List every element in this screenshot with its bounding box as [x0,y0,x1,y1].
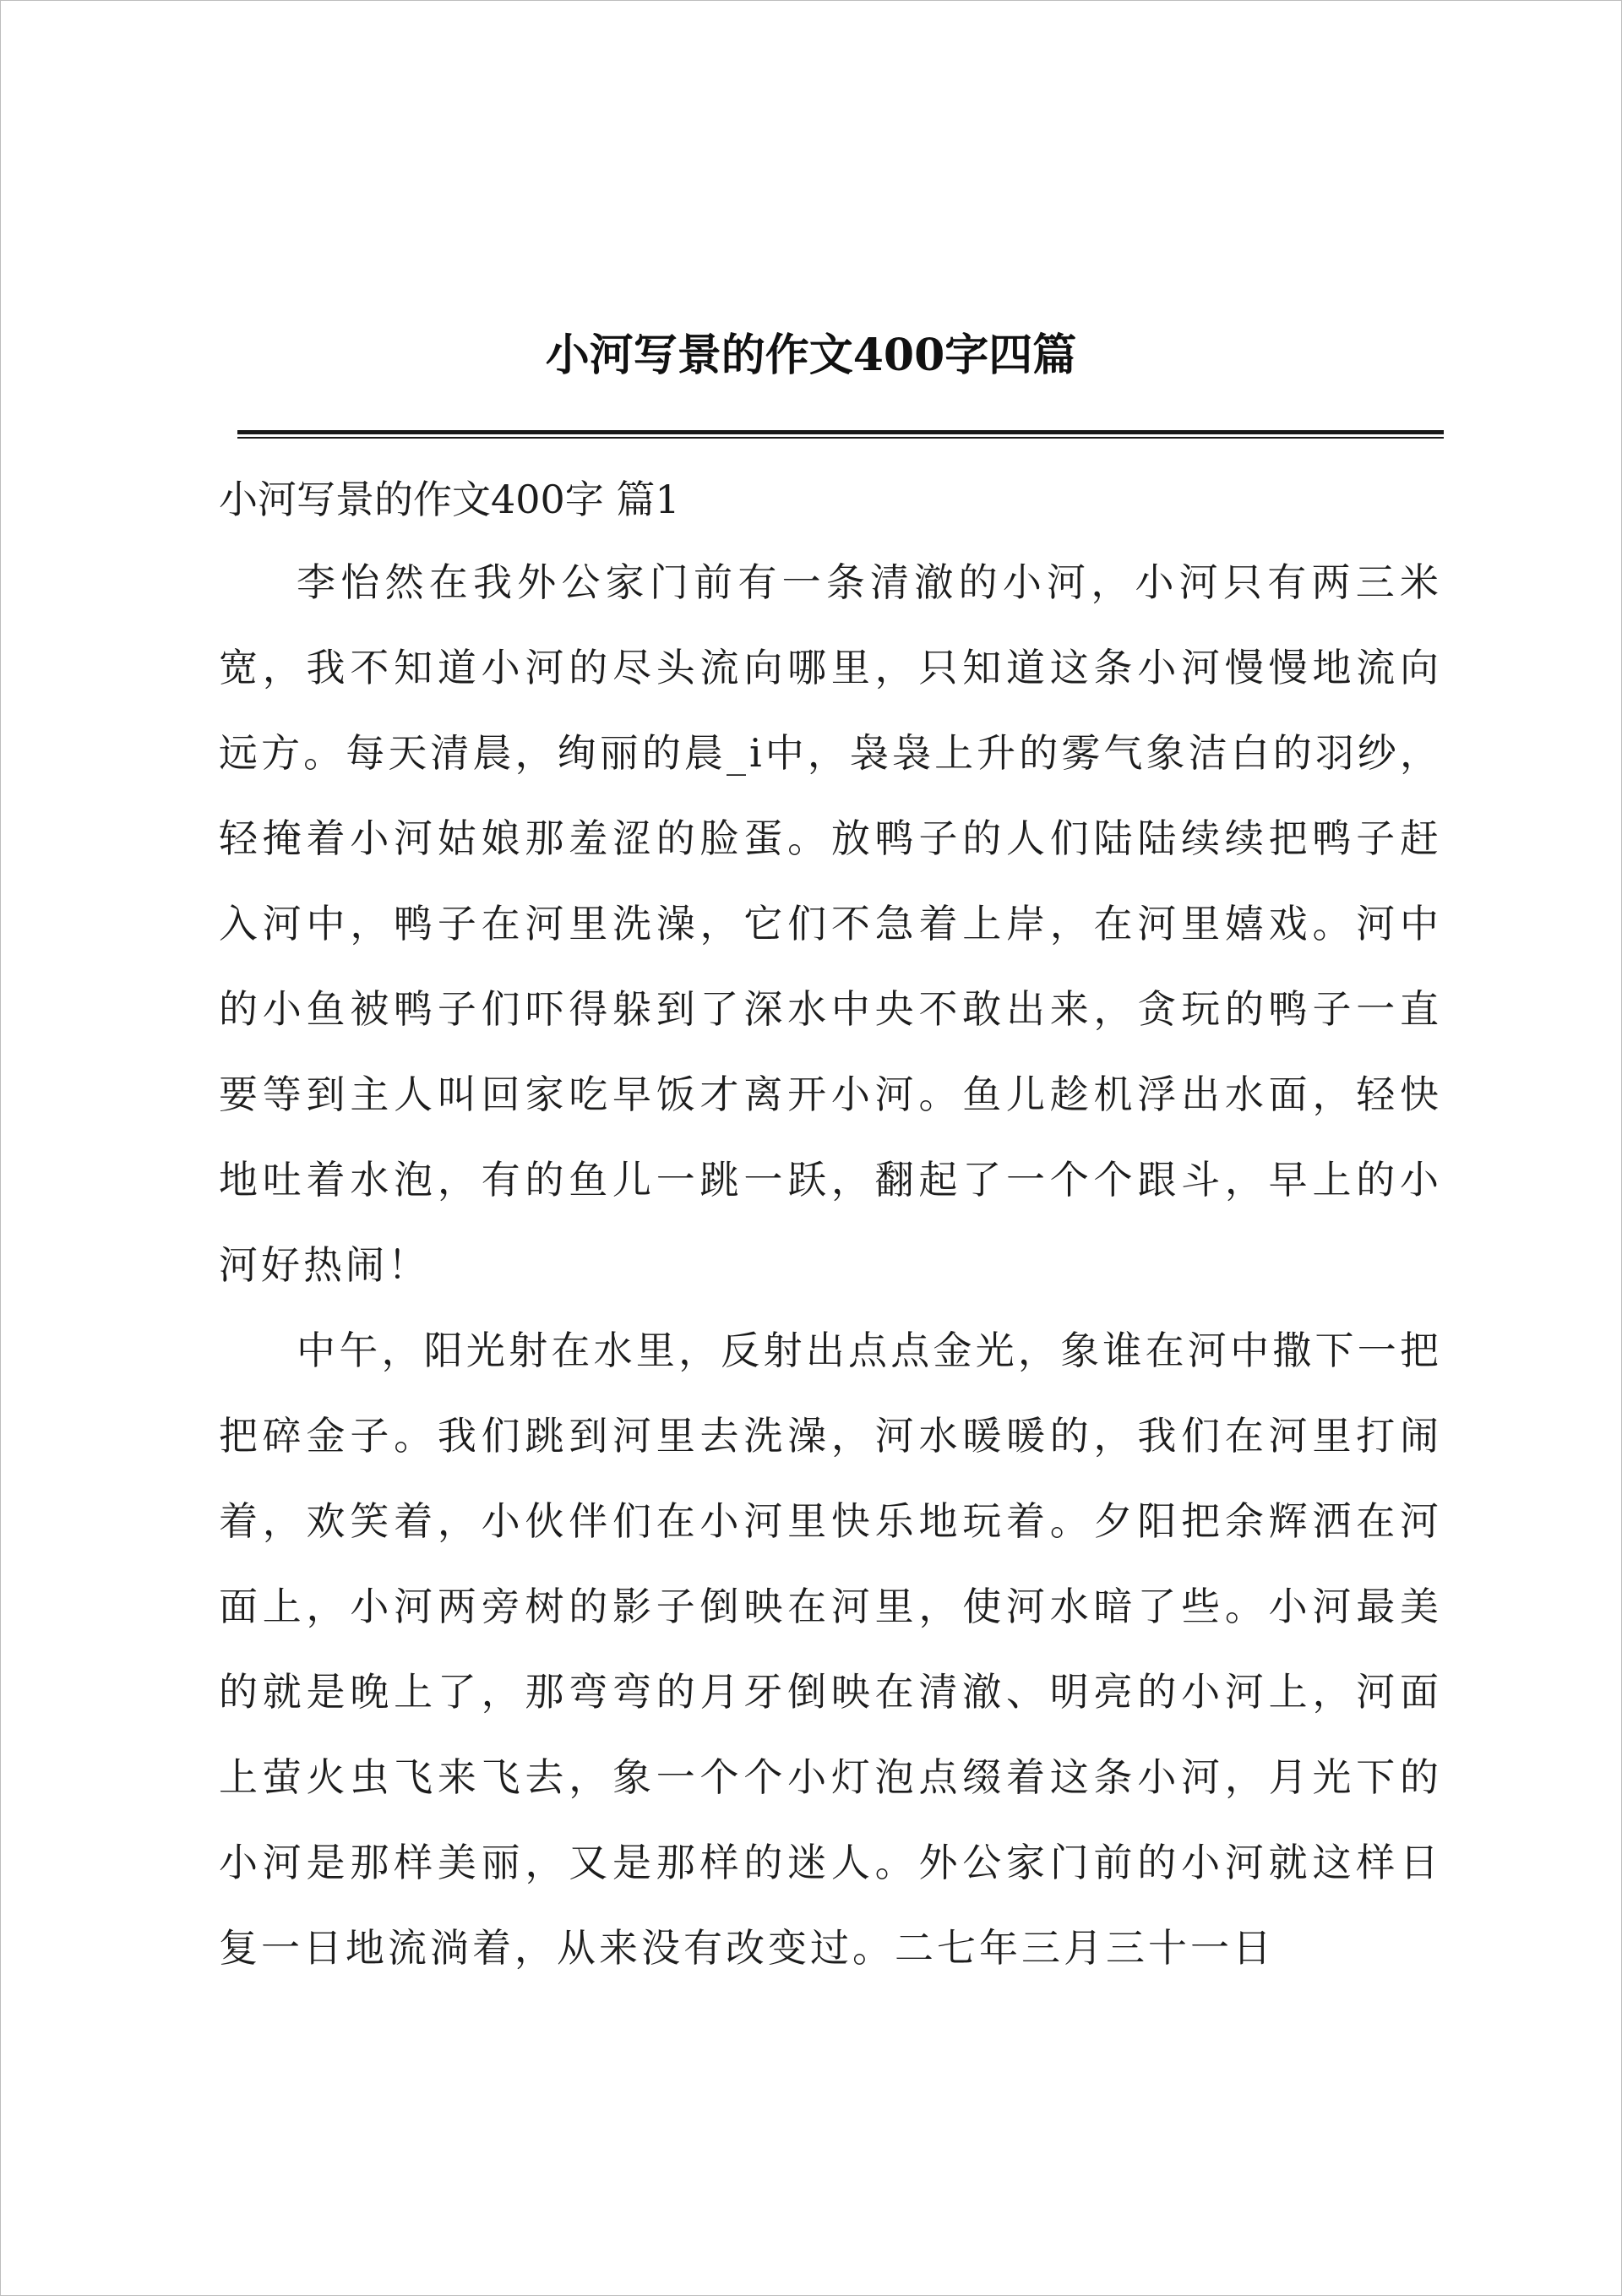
title-divider-thin [237,437,1444,439]
document-body [219,466,1442,1991]
document-title: 小河写景的作文400字四篇 [545,330,1077,381]
section-heading: 小河写景的作文400字 篇1 [219,477,680,522]
paragraph-1: 李怡然在我外公家门前有一条清澈的小河，小河只有两三米宽，我不知道小河的尽头流向哪里，只知道这条小河慢慢地流向远方。每天清晨，绚丽的晨_i中，袅袅上升的雾气象洁白的羽纱，轻掩着小河姑娘那羞涩的脸蛋。放鸭子的人们陆陆续续把鸭子赶入河中，鸭子在河里洗澡，它们不急着上岸，在河里嬉戏。河中的小鱼被鸭子们吓得躲到了深水中央不敢出来，贪玩的鸭子一直要等到主人叫回家吃早饭才离开小河。鱼儿趁机浮出水面，轻快地吐着水泡，有的鱼儿一跳一跃，翻起了一个个跟斗，早上的小河好热闹！ [219,559,1442,1288]
paragraph-2: 中午，阳光射在水里，反射出点点金光，象谁在河中撒下一把把碎金子。我们跳到河里去洗澡，河水暖暖的，我们在河里打闹着，欢笑着，小伙伴们在小河里快乐地玩着。夕阳把余辉洒在河面上，小河两旁树的影子倒映在河里，使河水暗了些。小河最美的就是晚上了，那弯弯的月牙倒映在清澈、明亮的小河上，河面上萤火虫飞来飞去，象一个个小灯泡点缀着这条小河，月光下的小河是那样美丽，又是那样的迷人。外公家门前的小河就这样日复一日地流淌着，从来没有改变过。二七年三月三十一日 [219,1328,1442,1971]
title-divider [237,430,1444,434]
